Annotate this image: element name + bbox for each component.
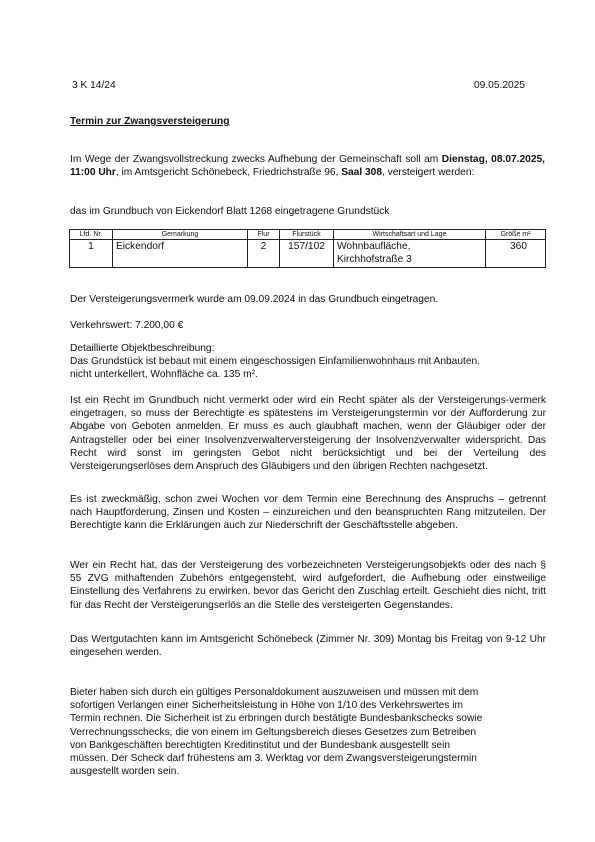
wirtschaftsart-line-2: Kirchhofstraße 3: [337, 253, 412, 265]
header-wirtschaftsart: Wirtschaftsart und Lage: [334, 230, 486, 240]
bieter-paragraph: [70, 686, 548, 778]
bieter-line-3: Termin rechnen. Die Sicherheit ist zu erbringen durch bestätigte Bundesbankschecks sowie: [70, 713, 483, 725]
header-flurstueck: Flurstück: [280, 230, 334, 240]
page-title: Termin zur Zwangsversteigerung: [70, 116, 230, 127]
bieter-line-5: von Bankgeschäften berechtigten Kreditinstitut und der Bundesbank ausgestellt sein: [70, 739, 451, 751]
gutachten-paragraph: Das Wertgutachten kann im Amtsgericht Schönebeck (Zimmer Nr. 309) Montag bis Freitag von 9-12 Uhr eingesehen werden.: [70, 634, 546, 659]
berechnung-paragraph: Es ist zweckmäßig, schon zwei Wochen vor dem Termin eine Berechnung des Anspruchs – getrennt nach Hauptforderung, Zinsen und Kosten – einzureichen und den beanspruchten Rang mitzuteilen. Der Berechtigte kann die Erklärungen auch zur Niederschrift der Geschäftsstelle abgeben.: [70, 494, 546, 532]
intro-paragraph: [70, 153, 545, 179]
intro-date-time: Dienstag, 08.07.2025, 11:00 Uhr: [70, 154, 545, 179]
object-line-2: nicht unterkellert, Wohnfläche ca. 135 m².: [70, 369, 258, 381]
table-row: [70, 240, 546, 268]
property-table: [69, 229, 546, 268]
header-flur: Flur: [248, 230, 280, 240]
object-line-1: Das Grundstück ist bebaut mit einem eingeschossigen Einfamilienwohnhaus mit Anbauten.: [70, 356, 480, 368]
bieter-line-2: sofortigen Verlangen einer Sicherheitsleistung in Höhe von 1/10 des Verkehrswertes im: [70, 700, 464, 712]
case-number: 3 K 14/24: [72, 80, 116, 91]
wirtschaftsart-line-1: Wohnbaufläche,: [337, 241, 411, 252]
object-heading: Detaillierte Objektbeschreibung:: [70, 343, 215, 354]
table-header-row: [70, 230, 546, 240]
intro-room: Saal 308: [341, 167, 383, 179]
intro-text-2: , im Amtsgericht Schönebeck, Friedrichstraße 96,: [115, 167, 342, 179]
cell-groesse: 360: [486, 240, 546, 268]
document-date: 09.05.2025: [474, 80, 525, 91]
cell-flur: 2: [248, 240, 280, 268]
header-groesse: Größe m²: [486, 230, 546, 240]
recht-paragraph: Ist ein Recht im Grundbuch nicht vermerkt oder wird ein Recht später als der Versteigerungs-vermerk eingetragen, so muss der Berechtigte es spätestens im Versteigerungstermin vor der Aufforderung zur Abgabe von Geboten anmelden. Er muss es auch glaubhaft machen, wenn der Gläubiger oder der Antragsteller oder bei einer Insolvenzverwalterversteigerung der Insolvenzverwalter widerspricht. Das Recht wird sonst im geringsten Gebot nicht berücksichtigt und bei der Verteilung des Versteigerungserlöses dem Anspruch des Gläubigers und den übrigen Rechten nachgesetzt.: [70, 395, 546, 473]
bieter-line-1: Bieter haben sich durch ein gültiges Personaldokument auszuweisen und müssen mit dem: [70, 687, 479, 698]
bieter-line-7: ausgestellt worden sein.: [70, 766, 180, 778]
cell-lfd-nr: 1: [70, 240, 113, 268]
cell-gemarkung: Eickendorf: [113, 240, 248, 268]
intro-text-1: Im Wege der Zwangsvollstreckung zwecks Aufhebung der Gemeinschaft soll am: [70, 154, 442, 165]
intro-text-3: , versteigert werden:: [382, 167, 475, 179]
grundbuch-line: das im Grundbuch von Eickendorf Blatt 1268 eingetragene Grundstück: [70, 206, 390, 217]
header-lfd-nr: Lfd. Nr.: [70, 230, 113, 240]
gegenrecht-paragraph: Wer ein Recht hat, das der Versteigerung des vorbezeichneten Versteigerungsobjekts oder des nach § 55 ZVG mithaftenden Zubehörs entgegensteht, wird aufgefordert, die Aufhebung oder einstweilige Einstellung des Verfahrens zu erwirken, bevor das Gericht den Zuschlag erteilt. Geschieht dies nicht, tritt für das Recht der Versteigerungserlös an die Stelle des versteigerten Gegenstandes.: [70, 560, 546, 611]
bieter-line-6: müssen. Der Scheck darf frühestens am 3. Werktag vor dem Zwangsversteigerungstermin: [70, 753, 477, 765]
cell-flurstueck: 157/102: [280, 240, 334, 268]
object-description: [70, 342, 548, 382]
vermerk-text: Der Versteigerungsvermerk wurde am 09.09.2024 in das Grundbuch eingetragen.: [70, 294, 439, 305]
bieter-line-4: Verrechnungsschecks, die von einem im Geltungsbereich dieses Gesetzes zum Betreiben: [70, 726, 477, 738]
verkehrswert-text: Verkehrswert: 7.200,00 €: [70, 320, 184, 331]
cell-wirtschaftsart: [334, 240, 486, 268]
header-gemarkung: Gemarkung: [113, 230, 248, 240]
